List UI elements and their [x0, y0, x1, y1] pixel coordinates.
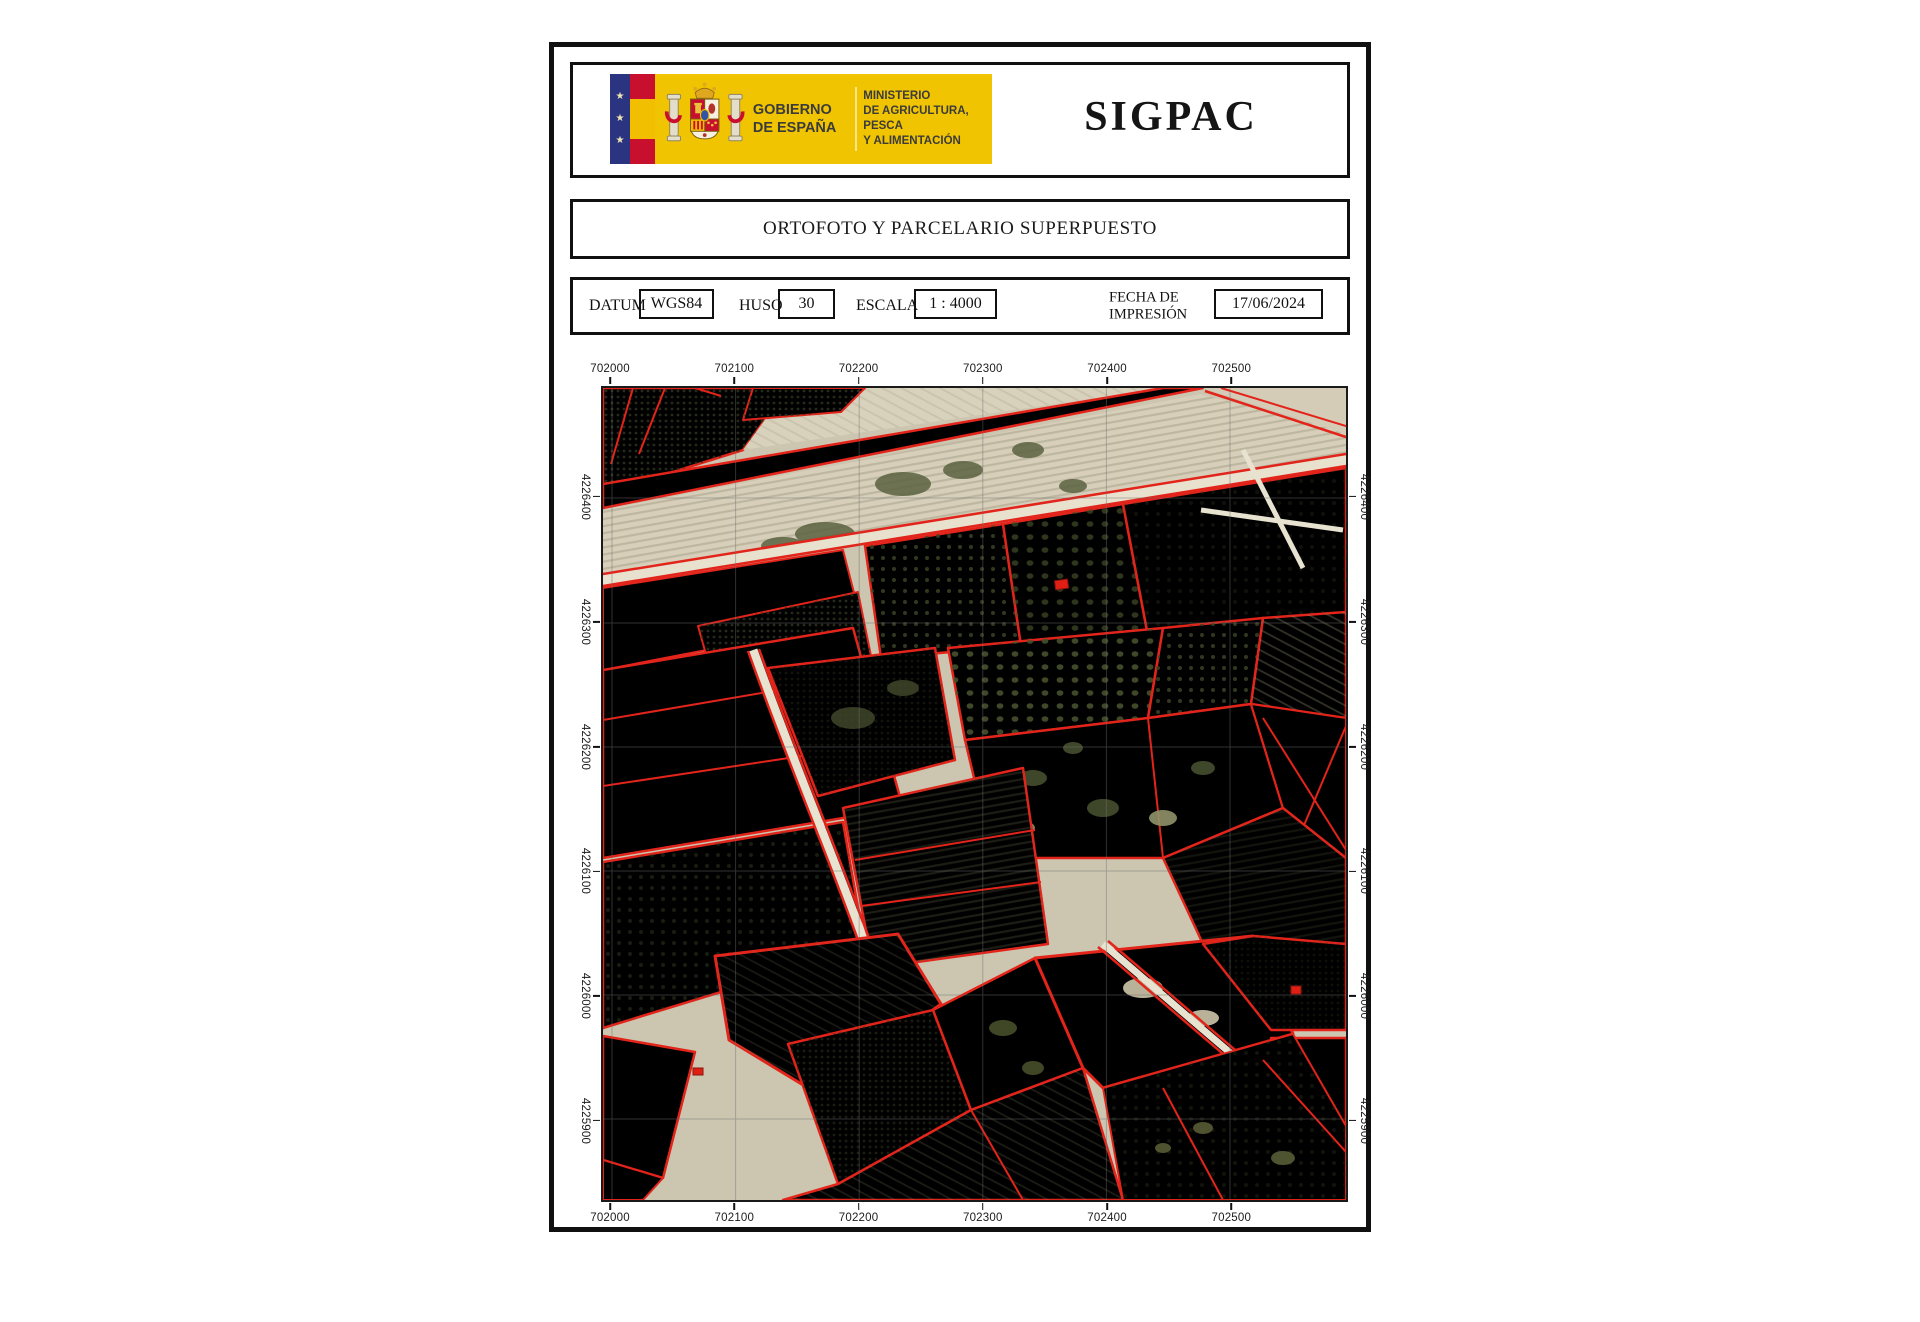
x-axis-tick-label: 702200	[838, 363, 879, 375]
tick-mark	[1349, 995, 1356, 997]
ministerio-line3: Y ALIMENTACIÓN	[863, 134, 961, 147]
tick-mark	[1349, 496, 1356, 498]
building-marker	[1055, 579, 1069, 590]
building-marker	[693, 1068, 703, 1075]
x-axis-tick-label: 702000	[590, 363, 630, 375]
building-marker	[1291, 986, 1301, 994]
x-axis-tick	[590, 1203, 630, 1224]
tick-mark	[858, 377, 860, 384]
map-axis-right	[1349, 386, 1382, 1202]
tick-mark	[858, 1203, 860, 1210]
y-axis-tick-label: 4226300	[579, 599, 591, 646]
metadata-bar	[570, 277, 1350, 335]
spain-flag-icon	[630, 74, 656, 164]
y-axis-tick	[579, 724, 600, 770]
y-axis-tick-label: 4226300	[1358, 599, 1370, 646]
x-axis-tick	[1087, 1203, 1127, 1224]
orthophoto-parcel-svg	[603, 388, 1346, 1200]
x-axis-tick	[963, 363, 1003, 384]
y-axis-tick-label: 4225900	[579, 1097, 591, 1144]
x-axis-tick	[590, 363, 630, 384]
x-axis-tick-label: 702400	[1087, 363, 1127, 375]
x-axis-tick	[1087, 363, 1127, 384]
y-axis-tick-label: 4226200	[1358, 723, 1370, 770]
map-subtitle: ORTOFOTO Y PARCELARIO SUPERPUESTO	[763, 218, 1157, 239]
tick-mark	[593, 995, 600, 997]
tick-mark	[609, 1203, 611, 1210]
y-axis-tick-label: 4226100	[579, 848, 591, 895]
y-axis-tick	[1349, 473, 1370, 519]
tick-mark	[1349, 871, 1356, 873]
gobierno-line1: GOBIERNO	[752, 101, 832, 118]
map-axis-bottom	[590, 1203, 1348, 1229]
tick-mark	[1231, 1203, 1233, 1210]
x-axis-tick	[839, 1203, 879, 1224]
x-axis-tick	[715, 1203, 755, 1224]
x-axis-tick-label: 702100	[714, 1212, 755, 1224]
tick-mark	[593, 1120, 600, 1122]
eu-star-icon: ★	[615, 113, 625, 124]
y-axis-tick	[1349, 848, 1370, 894]
sigpac-title: SIGPAC	[1084, 94, 1258, 140]
tick-mark	[593, 621, 600, 623]
y-axis-tick-label: 4226000	[1358, 972, 1370, 1020]
y-axis-tick	[1349, 599, 1370, 645]
x-axis-tick-label: 702400	[1087, 1212, 1127, 1224]
ministerio-line1: MINISTERIO	[863, 90, 931, 103]
orthophoto-map	[601, 386, 1348, 1202]
y-axis-tick	[579, 1097, 600, 1143]
y-axis-tick	[1349, 973, 1370, 1019]
y-axis-tick-label: 4226400	[1358, 473, 1370, 520]
escala-value: 1 : 4000	[914, 289, 997, 319]
y-axis-tick	[1349, 724, 1370, 770]
fecha-impresion-label: FECHA DE IMPRESIÓN	[1109, 289, 1188, 322]
gobierno-line2: DE ESPAÑA	[752, 120, 837, 136]
gobierno-logo	[610, 74, 992, 164]
x-axis-tick-label: 702200	[838, 1212, 879, 1224]
header	[570, 62, 1350, 178]
y-axis-tick	[579, 599, 600, 645]
tick-mark	[1349, 1120, 1356, 1122]
y-axis-tick	[579, 473, 600, 519]
huso-value: 30	[778, 289, 835, 319]
x-axis-tick-label: 702100	[714, 363, 755, 375]
eu-star-icon: ★	[615, 91, 625, 102]
tick-mark	[1349, 746, 1356, 748]
tick-mark	[1106, 1203, 1108, 1210]
tick-mark	[593, 496, 600, 498]
fecha-impresion-value: 17/06/2024	[1214, 289, 1323, 319]
tick-mark	[609, 377, 611, 384]
y-axis-tick	[1349, 1097, 1370, 1143]
x-axis-tick-label: 702300	[962, 363, 1003, 375]
x-axis-tick-label: 702500	[1211, 363, 1252, 375]
y-axis-tick-label: 4226400	[579, 473, 591, 520]
subtitle-box	[570, 199, 1350, 259]
datum-label: DATUM	[589, 297, 646, 314]
y-axis-tick-label: 4225900	[1358, 1097, 1370, 1144]
x-axis-tick	[1212, 1203, 1252, 1224]
escala-label: ESCALA	[856, 297, 919, 314]
y-axis-tick-label: 4226200	[579, 723, 591, 770]
x-axis-tick	[963, 1203, 1003, 1224]
eu-star-icon: ★	[615, 135, 625, 146]
ministerio-text	[863, 89, 992, 149]
tick-mark	[593, 871, 600, 873]
x-axis-tick	[1212, 363, 1252, 384]
tick-mark	[734, 1203, 736, 1210]
y-axis-tick	[579, 973, 600, 1019]
eu-flag-icon	[610, 74, 630, 164]
tick-mark	[593, 746, 600, 748]
tick-mark	[1231, 377, 1233, 384]
map-axis-left	[567, 386, 600, 1202]
huso-label: HUSO	[739, 297, 783, 314]
x-axis-tick-label: 702300	[962, 1212, 1003, 1224]
x-axis-tick	[839, 363, 879, 384]
tick-mark	[982, 377, 984, 384]
tick-mark	[1106, 377, 1108, 384]
x-axis-tick	[715, 363, 755, 384]
tick-mark	[734, 377, 736, 384]
y-axis-tick-label: 4226000	[579, 972, 591, 1020]
spain-coat-of-arms-icon	[664, 77, 745, 161]
tick-mark	[1349, 621, 1356, 623]
x-axis-tick-label: 702000	[590, 1212, 630, 1224]
sigpac-print-sheet	[549, 42, 1371, 1232]
y-axis-tick-label: 4226100	[1358, 848, 1370, 895]
map-axis-top	[590, 358, 1348, 384]
ministerio-line2: DE AGRICULTURA, PESCA	[863, 105, 969, 132]
tick-mark	[982, 1203, 984, 1210]
gobierno-text	[753, 101, 850, 137]
y-axis-tick	[579, 848, 600, 894]
x-axis-tick-label: 702500	[1211, 1212, 1252, 1224]
banner-divider	[855, 87, 857, 152]
datum-value: WGS84	[639, 289, 714, 319]
